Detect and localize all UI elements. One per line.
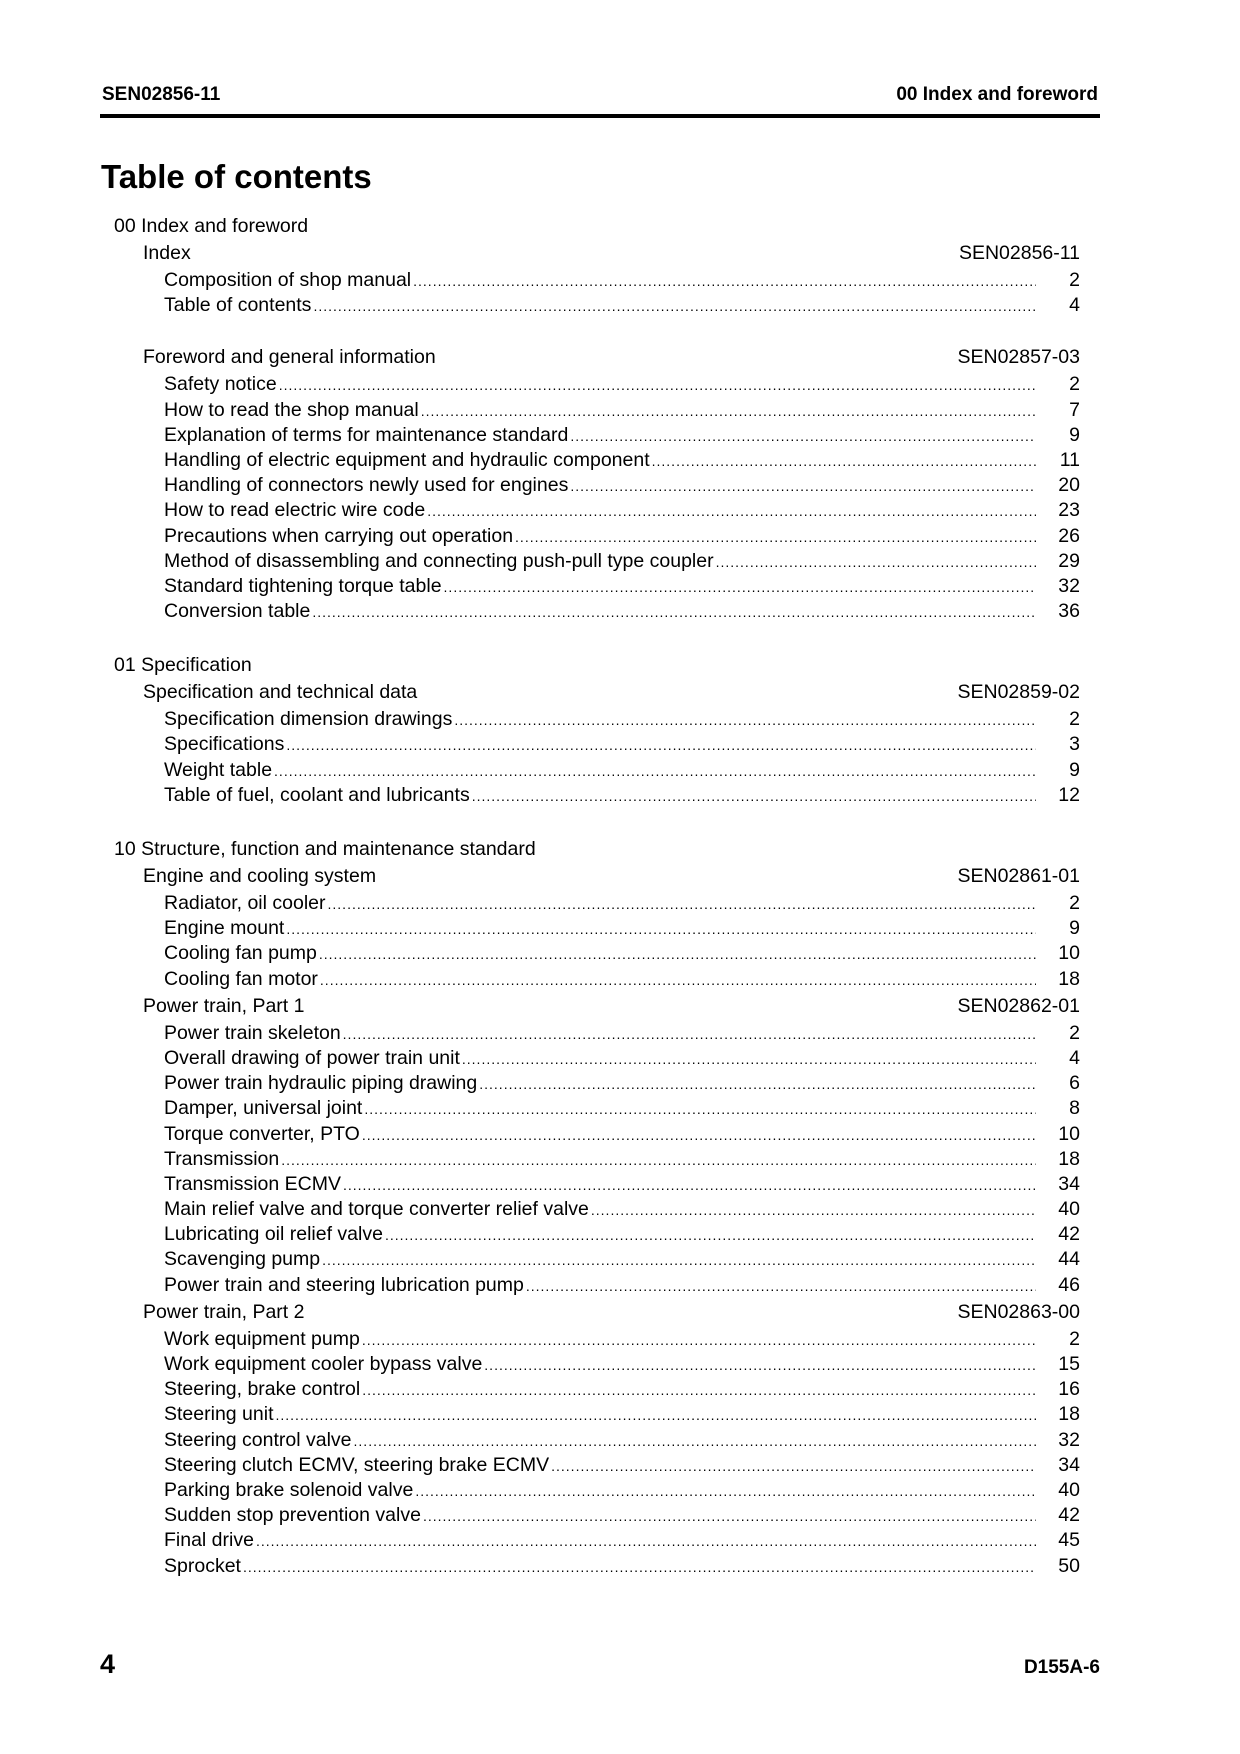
toc-entry-title: Power train and steering lubrication pump [164,1273,524,1296]
toc-entry-page: 29 [1058,549,1080,572]
toc-entry[interactable] [164,473,1080,498]
dot-leader [313,294,1036,319]
toc-entry-title: Specification dimension drawings [164,708,453,731]
toc-entry-page: 15 [1058,1353,1080,1375]
toc-entry-page: 9 [1069,758,1080,781]
dot-leader [279,373,1036,398]
toc-entry-title: Table of fuel, coolant and lubricants [164,783,470,806]
toc-entry-page: 23 [1058,499,1080,522]
toc-entry-page: 2 [1069,269,1080,291]
dot-leader [454,708,1036,733]
toc-entry-title: Standard tightening torque table [164,574,442,597]
toc-entry[interactable] [164,1172,1080,1197]
dot-leader [385,1223,1036,1248]
toc-entry-title: Radiator, oil cooler [164,892,326,914]
toc-entry[interactable] [164,967,1080,992]
dot-leader [427,499,1036,524]
toc-entry[interactable] [164,941,1080,966]
toc-entry-title: Explanation of terms for maintenance standard [164,423,569,446]
dot-leader [362,1123,1036,1148]
dot-leader [276,1403,1037,1428]
toc-entry-title: Steering control valve [164,1428,352,1451]
toc-section-label: Index [143,242,191,264]
toc-section-label: Specification and technical data [143,681,418,704]
toc-entry[interactable] [164,1273,1080,1298]
table-of-contents [114,213,1080,1579]
toc-entry-title: Specifications [164,733,285,756]
toc-entry-title: Parking brake solenoid valve [164,1478,414,1501]
toc-section-code: SEN02862-01 [957,994,1080,1017]
toc-entry[interactable] [164,599,1080,624]
toc-section-label: Foreword and general information [143,346,436,369]
toc-entry-page: 7 [1069,398,1080,421]
dot-leader [515,525,1036,550]
toc-entry-title: Cooling fan motor [164,967,318,990]
toc-entry[interactable] [164,1147,1080,1172]
dot-leader [319,942,1036,967]
toc-section-code: SEN02857-03 [957,346,1080,369]
dot-leader [362,1328,1036,1353]
toc-entry-page: 36 [1058,600,1080,623]
toc-section[interactable] [114,239,1080,268]
toc-entry[interactable] [164,732,1080,757]
toc-entry[interactable] [164,1402,1080,1427]
toc-entry-page: 18 [1058,1147,1080,1170]
toc-entry[interactable] [164,293,1080,318]
toc-entry-title: Sudden stop prevention valve [164,1504,421,1527]
dot-leader [274,759,1036,784]
toc-entry-page: 2 [1069,373,1080,396]
dot-leader [652,449,1036,474]
toc-entry-title: Lubricating oil relief valve [164,1223,383,1246]
toc-entry[interactable] [164,1503,1080,1528]
dot-leader [312,600,1036,625]
toc-entry-page: 4 [1069,294,1080,317]
toc-entry-title: Steering unit [164,1403,274,1426]
toc-entry[interactable] [164,1377,1080,1402]
toc-entry-page: 2 [1069,708,1080,731]
toc-chapter[interactable]: 00 Index and foreword [114,215,309,237]
toc-entry-page: 34 [1058,1172,1080,1195]
dot-leader [526,1274,1036,1299]
dot-leader [343,1022,1036,1047]
dot-leader [281,1148,1036,1173]
dot-leader [343,1173,1036,1198]
toc-entry-page: 32 [1058,574,1080,597]
toc-entry[interactable] [164,574,1080,599]
toc-entry-page: 10 [1058,942,1080,965]
toc-entry[interactable] [164,423,1080,448]
toc-section[interactable] [114,992,1080,1021]
toc-entry[interactable] [164,1453,1080,1478]
toc-entry[interactable] [164,707,1080,732]
dot-leader [551,1454,1036,1479]
toc-entry[interactable] [164,268,1080,293]
dot-leader [716,550,1036,575]
toc-entry-title: Power train hydraulic piping drawing [164,1072,478,1095]
toc-entry[interactable] [164,1478,1080,1503]
page-header [100,84,1100,118]
toc-entry-title: Sprocket [164,1554,241,1577]
dot-leader [256,1529,1036,1554]
toc-entry-page: 3 [1069,733,1080,756]
toc-entry-title: Handling of connectors newly used for engines [164,474,569,497]
toc-entry-title: Weight table [164,758,273,781]
toc-section-label: Power train, Part 1 [143,994,305,1017]
toc-section[interactable] [114,678,1080,707]
toc-section-label: Power train, Part 2 [143,1300,305,1323]
toc-entry-title: Damper, universal joint [164,1097,363,1120]
dot-leader [413,269,1036,294]
toc-entry[interactable] [164,1222,1080,1247]
toc-entry-title: Conversion table [164,600,311,623]
toc-entry[interactable] [164,758,1080,783]
toc-section-code: SEN02863-00 [957,1300,1080,1323]
toc-entry[interactable] [164,498,1080,523]
toc-entry[interactable] [164,1046,1080,1071]
dot-leader [364,1097,1036,1122]
header-doc-code: SEN02856-11 [102,84,221,105]
toc-entry-title: Power train skeleton [164,1021,341,1044]
toc-entry-title: Handling of electric equipment and hydraulic component [164,448,650,471]
toc-entry[interactable] [164,448,1080,473]
toc-entry-title: Transmission [164,1147,280,1170]
toc-entry-page: 40 [1058,1478,1080,1501]
toc-entry-page: 50 [1058,1554,1080,1577]
footer-model-code: D155A-6 [1023,1657,1100,1678]
toc-entry-title: Precautions when carrying out operation [164,524,514,547]
toc-section[interactable] [114,1298,1080,1327]
toc-entry-page: 16 [1058,1378,1080,1401]
dot-leader [362,1378,1036,1403]
dot-leader [328,892,1036,917]
toc-entry-title: Steering clutch ECMV, steering brake ECMV [164,1453,550,1476]
footer-page-number: 4 [100,1649,116,1679]
header-section-title: 00 Index and foreword [896,84,1098,105]
toc-entry-page: 8 [1069,1097,1080,1120]
dot-leader [423,1504,1036,1529]
toc-entry-page: 2 [1069,1021,1080,1044]
toc-section-code: SEN02861-01 [957,865,1080,887]
toc-entry-page: 26 [1058,524,1080,547]
toc-entry[interactable] [164,524,1080,549]
toc-entry-title: Method of disassembling and connecting push-pull type coupler [164,549,714,572]
toc-entry-title: How to read electric wire code [164,499,426,522]
dot-leader [243,1555,1036,1580]
toc-section[interactable] [114,343,1080,372]
toc-entry[interactable] [164,783,1080,808]
toc-entry-page: 42 [1058,1504,1080,1527]
toc-entry[interactable] [164,1327,1080,1352]
toc-chapter[interactable]: 01 Specification [114,654,252,677]
toc-entry-page: 34 [1058,1453,1080,1476]
toc-entry-title: Overall drawing of power train unit [164,1046,460,1069]
toc-entry-title: Scavenging pump [164,1248,321,1271]
toc-entry[interactable] [164,1528,1080,1553]
toc-entry-page: 18 [1058,967,1080,990]
toc-entry[interactable] [164,1122,1080,1147]
toc-entry[interactable] [164,1021,1080,1046]
toc-entry-page: 9 [1069,917,1080,940]
dot-leader [444,575,1036,600]
dot-leader [286,733,1036,758]
toc-chapter[interactable]: 10 Structure, function and maintenance standard [114,838,536,860]
toc-section-label: Engine and cooling system [143,865,377,887]
dot-leader [484,1353,1036,1378]
toc-entry[interactable] [164,398,1080,423]
toc-entry[interactable] [164,549,1080,574]
toc-entry-page: 45 [1058,1529,1080,1552]
toc-entry[interactable] [164,1071,1080,1096]
toc-entry-title: Composition of shop manual [164,269,412,291]
toc-section[interactable] [114,862,1080,891]
dot-leader [286,917,1036,942]
toc-entry-page: 20 [1058,474,1080,497]
toc-entry[interactable] [164,1247,1080,1272]
dot-leader [570,424,1036,449]
toc-entry[interactable] [164,1197,1080,1222]
toc-section-code: SEN02859-02 [957,681,1080,704]
page-title: Table of contents [101,158,372,195]
toc-entry-page: 40 [1058,1198,1080,1221]
toc-entry-page: 11 [1059,448,1080,471]
toc-entry-page: 46 [1058,1273,1080,1296]
dot-leader [320,968,1036,993]
toc-entry-title: Table of contents [164,294,312,317]
dot-leader [472,784,1036,809]
toc-entry-title: How to read the shop manual [164,398,419,421]
toc-section-code: SEN02856-11 [958,242,1080,264]
toc-entry-title: Transmission ECMV [164,1172,341,1195]
toc-entry-page: 4 [1069,1046,1080,1069]
toc-entry[interactable] [164,1352,1080,1377]
toc-entry-page: 44 [1058,1248,1080,1271]
toc-entry-title: Torque converter, PTO [164,1122,360,1145]
toc-entry-title: Engine mount [164,917,285,940]
dot-leader [462,1047,1036,1072]
toc-entry[interactable] [164,916,1080,941]
toc-entry[interactable] [164,372,1080,397]
dot-leader [479,1072,1036,1097]
dot-leader [415,1479,1036,1504]
toc-entry-page: 42 [1058,1223,1080,1246]
dot-leader [591,1198,1036,1223]
toc-entry-title: Work equipment cooler bypass valve [164,1353,483,1375]
toc-entry-title: Cooling fan pump [164,942,317,965]
toc-entry-page: 6 [1069,1072,1080,1095]
toc-entry[interactable] [164,1428,1080,1453]
dot-leader [322,1248,1036,1273]
toc-entry-title: Safety notice [164,373,277,396]
toc-entry-page: 32 [1058,1428,1080,1451]
toc-entry-page: 2 [1069,1327,1080,1350]
toc-entry[interactable] [164,1096,1080,1121]
toc-entry-page: 9 [1069,423,1080,446]
toc-entry-title: Final drive [164,1529,254,1552]
toc-entry-page: 2 [1069,892,1080,914]
dot-leader [421,399,1036,424]
toc-entry-title: Main relief valve and torque converter relief valve [164,1198,589,1221]
toc-entry-page: 12 [1058,783,1080,806]
dot-leader [570,474,1036,499]
toc-entry-title: Steering, brake control [164,1378,361,1401]
dot-leader [354,1429,1036,1454]
toc-entry-page: 18 [1058,1403,1080,1426]
toc-entry-title: Work equipment pump [164,1327,360,1350]
toc-entry-page: 10 [1058,1122,1080,1145]
toc-entry[interactable] [164,1554,1080,1579]
toc-entry[interactable] [164,891,1080,916]
